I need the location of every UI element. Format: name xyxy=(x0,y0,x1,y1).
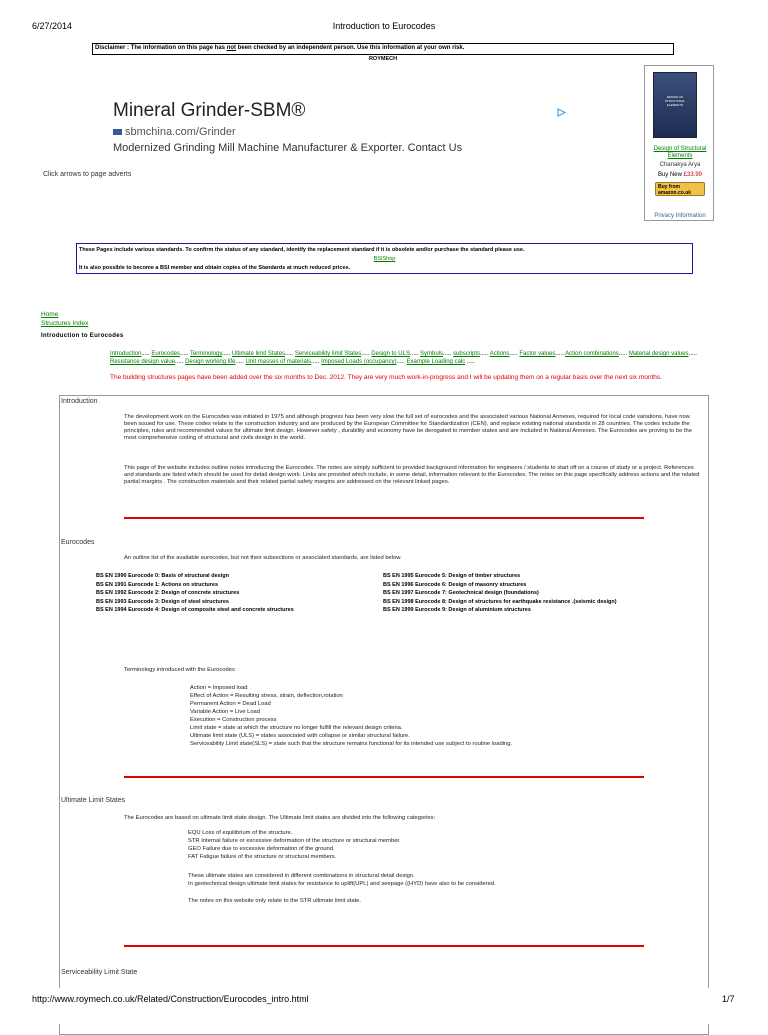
toc-link[interactable]: subscripts xyxy=(453,351,481,357)
book-title-link[interactable]: Design of Structural Elements xyxy=(653,146,707,159)
ad-description: Modernized Grinding Mill Machine Manufacturer & Exporter. Contact Us xyxy=(113,142,463,154)
toc-links xyxy=(110,350,700,366)
toc-separator: ..... xyxy=(141,351,152,357)
toc-link[interactable]: Design working life xyxy=(185,359,236,365)
advert[interactable] xyxy=(113,100,573,166)
book-cover-image[interactable] xyxy=(653,72,697,138)
disclaimer-text-pre: Disclaimer : The information on this page has xyxy=(95,45,227,51)
toc-separator: ..... xyxy=(509,351,520,357)
divider xyxy=(124,776,644,778)
eurocode-item: BS EN 1999 Eurocode 9: Design of aluminium structures xyxy=(383,607,531,613)
uls-note-2: In geotechnical design ultimate limit states for resistance to uplift(UPL) and seepage ((HYD) have also to be considered. xyxy=(188,881,496,887)
print-title: Introduction to Eurocodes xyxy=(332,21,436,31)
ad-url[interactable] xyxy=(113,126,573,138)
toc-separator: ..... xyxy=(688,351,697,357)
uls-item: GEO Failure due to excessive deformation of the ground. xyxy=(188,846,335,852)
toc-link[interactable]: Ultimate limit States xyxy=(231,351,285,357)
toc-separator: ..... xyxy=(443,351,454,357)
print-footer xyxy=(0,988,768,1024)
divider xyxy=(124,945,644,947)
toc-link[interactable]: Example Loading calc xyxy=(406,359,466,365)
toc-link[interactable]: Actions xyxy=(489,351,510,357)
ad-url-text: sbmchina.com/Grinder xyxy=(125,126,236,138)
eurocode-item: BS EN 1998 Eurocode 8: Design of structures for earthquake resistance .(seismic design) xyxy=(383,598,617,605)
structures-index-link[interactable]: Structures Index xyxy=(41,320,89,327)
intro-paragraph-1: The development work on the Eurocodes was initiated in 1975 and although progress has been very slow the full set of eurocodes and the associated various National Annexes, required for local code variations, have now been issued for use. These codes relate to the construction industry and are produced by the European Committee for Standardization (CEN), and replace existing national standards in 28 countries. The codes include the principles, rules and recommended values for ultimate limit design. However safety , durability and economy have be derogated to member states and are included in National Annexes. The Eurocodes are proving to be the most comprehensive coding of structural and civils design in the world. xyxy=(124,414,692,441)
section-title-sls: Serviceability Limit State xyxy=(61,969,138,976)
toc-separator: ..... xyxy=(284,351,295,357)
eurocode-item: BS EN 1996 Eurocode 6: Design of masonry structures xyxy=(383,581,527,588)
toc-link[interactable]: Action combinations xyxy=(565,351,619,357)
toc-link[interactable]: Resistance design value xyxy=(110,359,176,365)
eurocode-item: BS EN 1995 Eurocode 5: Design of timber structures xyxy=(383,573,521,579)
toc-separator: ..... xyxy=(235,359,246,365)
toc-separator: ..... xyxy=(396,359,407,365)
disclaimer-box xyxy=(92,43,674,55)
toc-separator: ..... xyxy=(480,351,490,357)
book-cover-text: DESIGN OF STRUCTURAL ELEMENTS xyxy=(664,95,686,107)
bsishop-link[interactable]: BSIShop xyxy=(373,256,396,262)
eurocode-item: BS EN 1991 Eurocode 1: Actions on structures xyxy=(96,581,219,588)
update-note: The building structures pages have been added over the six months to Dec. 2012. They are very much work-in-progress and I will be updating them on a regular basis over the next six months. xyxy=(110,374,662,381)
toc-separator: ..... xyxy=(555,351,566,357)
toc-link[interactable]: Unit masses of materials xyxy=(245,359,312,365)
toc-link[interactable]: Eurocodes xyxy=(151,351,181,357)
toc-link[interactable]: Factor values xyxy=(519,351,556,357)
section-title-eurocodes: Eurocodes xyxy=(61,539,95,546)
uls-note-3: The notes on this website only relate to the STR ultimate limit state. xyxy=(188,898,362,904)
toc-link[interactable]: Terminology xyxy=(189,351,222,357)
uls-note-1: These ultimate states are considered in different combinations in structural detail design. xyxy=(188,873,415,879)
uls-list xyxy=(188,829,688,861)
terminology-item: Permanent Action = Dead Load xyxy=(190,701,271,707)
notice-line-3: It is also possible to become a BSI member and obtain copies of the Standards at much reduced prices. xyxy=(79,265,351,271)
terminology-item: Effect of Action = Resulting stress, strain, deflection,rotation xyxy=(190,693,343,699)
terminology-item: Execution = Construction process xyxy=(190,717,277,723)
terminology-item: Ultimate limit state (ULS) = states associated with collapse or similar structural failure. xyxy=(190,733,410,739)
print-date: 6/27/2014 xyxy=(32,21,73,31)
terminology-intro: Terminology introduced with the Eurocodes xyxy=(124,667,235,673)
uls-item: EQU Loss of equilibrium of the structure. xyxy=(188,830,293,836)
standards-notice xyxy=(76,243,693,274)
book-price-label: Buy New xyxy=(657,172,684,178)
eurocode-item: BS EN 1992 Eurocode 2: Design of concrete structures xyxy=(96,590,240,596)
toc-separator: ..... xyxy=(175,359,186,365)
content-box xyxy=(59,395,709,1035)
toc-separator: ..... xyxy=(361,351,372,357)
terminology-item: Limit state = state at which the structure no longer fulfill the relevant design criteria. xyxy=(190,725,403,731)
terminology-list xyxy=(190,684,690,748)
book-price xyxy=(647,172,713,178)
toc-separator: ..... xyxy=(221,351,232,357)
disclaimer-text-post: been checked by an independent person. Use this information at your own risk. xyxy=(236,45,465,51)
toc-link[interactable]: Serviceability limit States xyxy=(294,351,362,357)
toc-separator: ..... xyxy=(618,351,629,357)
eurocode-list-left xyxy=(96,572,376,615)
book-author: Chanakya Arya xyxy=(659,162,701,168)
toc-link[interactable]: Symbols xyxy=(420,351,444,357)
eurocode-list-right xyxy=(383,572,703,615)
author-label: ROYMECH xyxy=(368,56,398,62)
privacy-link[interactable]: Privacy Information xyxy=(654,213,706,219)
toc-link[interactable]: Design to ULS xyxy=(371,351,410,357)
toc-link[interactable]: Introduction xyxy=(110,351,142,357)
page-number: 1/7 xyxy=(722,994,735,1004)
page-heading: Introduction to Eurocodes xyxy=(41,333,124,339)
eurocode-item: BS EN 1993 Eurocode 3: Design of steel structures xyxy=(96,598,229,605)
eurocode-item: BS EN 1994 Eurocode 4: Design of composite steel and concrete structures xyxy=(96,607,294,613)
toc-link[interactable]: Material design values xyxy=(628,351,689,357)
section-title-uls: Ultimate Limit States xyxy=(61,797,126,804)
uls-intro: The Eurocodes are based on ultimate limit state design. The Ultimate limit states are divided into the following categories: xyxy=(124,815,436,821)
home-link[interactable]: Home xyxy=(41,311,59,318)
divider xyxy=(124,517,644,519)
flag-icon xyxy=(113,129,122,135)
toc-separator: ..... xyxy=(180,351,190,357)
book-price-value: £33.99 xyxy=(683,172,703,178)
ad-title[interactable]: Mineral Grinder-SBM® xyxy=(113,100,306,121)
toc-link[interactable]: Imposed Loads (occupancy) xyxy=(321,359,397,365)
intro-paragraph-2: This page of the website includes outline notes introducing the Eurocodes. The notes are simply sufficient to provided background information for engineers / students to start off on a course of study or a project. References and standards are listed which should be used for detail design work. Links are provided which include, in some detail, information relevant to the Eurocodes. The notes on this page specifically address actions and the related partial margins . The construction materials and their related partial safety margins are addressed on the relevant linked pages. xyxy=(124,465,700,485)
eurocodes-intro: An outline list of the available eurocodes, but not their subsections or associated standards, are listed below. xyxy=(124,555,402,561)
uls-item: FAT Fatigue failure of the structure or structural members. xyxy=(188,854,337,860)
section-title-introduction: Introduction xyxy=(61,398,98,405)
notice-line-1: These Pages include various standards. To confirm the status of any standard, identify the replacement standard if it is obsolete and/or purchase the standard please use. xyxy=(79,247,525,253)
book-advert[interactable] xyxy=(644,65,714,221)
terminology-item: Serviceability Limit state(SLS) = state such that the structure remains functional for its intended use subject to routine loading. xyxy=(190,741,513,747)
ad-choices-icon[interactable] xyxy=(557,104,566,113)
eurocode-item: BS EN 1990 Eurocode 0: Basis of structural design xyxy=(96,573,229,579)
terminology-item: Action = Imposed load xyxy=(190,685,248,691)
buy-amazon-button[interactable]: Buy from amazon.co.uk xyxy=(655,182,705,196)
page-url: http://www.roymech.co.uk/Related/Construction/Eurocodes_intro.html xyxy=(32,994,309,1004)
disclaimer-not: not xyxy=(226,45,237,51)
eurocode-item: BS EN 1997 Eurocode 7: Geotechnical design (foundations) xyxy=(383,590,539,596)
terminology-item: Variable Action = Live Load xyxy=(190,709,260,715)
toc-separator: ..... xyxy=(409,351,420,357)
ad-hint: Click arrows to page adverts xyxy=(43,171,132,178)
toc-separator: ..... xyxy=(311,359,322,365)
uls-item: STR Internal failure or excessive deformation of the structure or structural member. xyxy=(188,838,401,844)
toc-separator: ..... xyxy=(465,359,476,365)
